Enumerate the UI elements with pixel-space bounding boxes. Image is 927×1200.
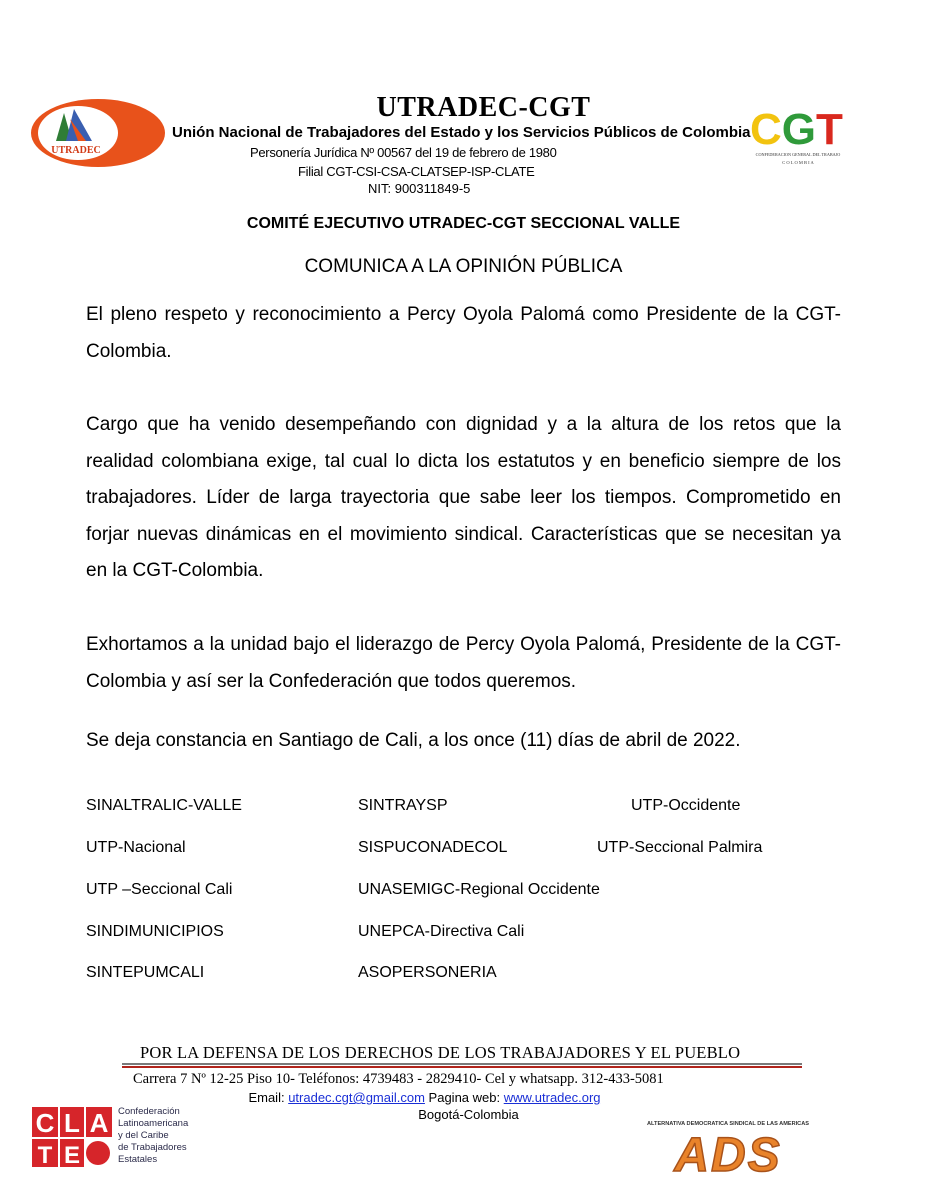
clate-line: Estatales bbox=[118, 1154, 158, 1165]
signatory: SINTRAYSP bbox=[358, 797, 448, 814]
signatory: SISPUCONADECOL bbox=[358, 839, 508, 856]
signatory: UTP –Seccional Cali bbox=[86, 881, 233, 898]
paragraph-4: Se deja constancia en Santiago de Cali, a los once (11) días de abril de 2022. bbox=[86, 730, 741, 751]
clate-line: de Trabajadores bbox=[118, 1142, 187, 1153]
cgt-logo-caption: CONFEDERACION GENERAL DEL TRABAJO bbox=[755, 152, 841, 157]
svg-text:CGT: CGT bbox=[750, 105, 843, 154]
footer-city: Bogotá-Colombia bbox=[418, 1107, 519, 1122]
signatory: SINTEPUMCALI bbox=[86, 964, 205, 981]
ads-caption: ALTERNATIVA DEMOCRATICA SINDICAL DE LAS AMERICAS bbox=[646, 1121, 810, 1127]
clate-line: Latinoamericana bbox=[118, 1118, 189, 1129]
signatory: UNEPCA-Directiva Cali bbox=[358, 923, 525, 940]
email-label: Email: bbox=[248, 1090, 289, 1105]
header-filial: Filial CGT-CSI-CSA-CLATSEP-ISP-CLATE bbox=[298, 164, 535, 179]
svg-text:T: T bbox=[37, 1142, 53, 1169]
header-title: UTRADEC-CGT bbox=[376, 92, 591, 123]
clate-line: y del Caribe bbox=[118, 1130, 169, 1141]
svg-text:ADS: ADS bbox=[674, 1129, 782, 1181]
signatory: SINDIMUNICIPIOS bbox=[86, 923, 224, 940]
footer-contact bbox=[0, 1090, 849, 1105]
paragraph-1: El pleno respeto y reconocimiento a Percy Oyola Palomá como Presidente de la CGT-Colombia. bbox=[86, 304, 841, 362]
signatory: SINALTRALIC-VALLE bbox=[86, 797, 242, 814]
header-personeria: Personería Jurídica Nº 00567 del 19 de febrero de 1980 bbox=[250, 145, 557, 160]
header-nit: NIT: 900311849-5 bbox=[368, 181, 471, 196]
cgt-logo-country: C O L O M B I A bbox=[782, 160, 814, 165]
footer-divider-accent bbox=[122, 1066, 802, 1068]
signatory: ASOPERSONERIA bbox=[358, 964, 497, 981]
svg-text:L: L bbox=[64, 1108, 80, 1138]
svg-text:C: C bbox=[35, 1108, 55, 1138]
website-link[interactable]: www.utradec.org bbox=[503, 1090, 601, 1105]
footer-slogan: POR LA DEFENSA DE LOS DERECHOS DE LOS TRABAJADORES Y EL PUEBLO bbox=[140, 1043, 741, 1062]
footer-divider bbox=[122, 1063, 802, 1065]
committee-heading: COMITÉ EJECUTIVO UTRADEC-CGT SECCIONAL VALLE bbox=[246, 215, 681, 232]
communique-heading: COMUNICA A LA OPINIÓN PÚBLICA bbox=[304, 256, 623, 277]
paragraph-3: Exhortamos a la unidad bajo el liderazgo de Percy Oyola Palomá, Presidente de la CGT-Colombia y así ser la Confederación que todos queremos. bbox=[86, 634, 841, 692]
clate-description bbox=[118, 1106, 188, 1166]
email-link[interactable]: utradec.cgt@gmail.com bbox=[288, 1090, 425, 1105]
web-label: Pagina web: bbox=[424, 1090, 504, 1105]
ads-logo bbox=[638, 1117, 818, 1181]
svg-text:A: A bbox=[89, 1108, 109, 1138]
signatory: UTP-Occidente bbox=[631, 797, 741, 814]
utradec-logo-text: UTRADEC bbox=[51, 145, 101, 156]
signatory: UNASEMIGC-Regional Occidente bbox=[358, 881, 600, 898]
header-subtitle: Unión Nacional de Trabajadores del Estado y los Servicios Públicos de Colombia bbox=[172, 124, 751, 141]
clate-logo bbox=[30, 1105, 114, 1169]
signatory: UTP-Seccional Palmira bbox=[597, 839, 763, 856]
cgt-logo bbox=[748, 100, 848, 170]
footer-address: Carrera 7 Nº 12-25 Piso 10- Teléfonos: 4739483 - 2829410- Cel y whatsapp. 312-433-5081 bbox=[133, 1071, 664, 1087]
signatory: UTP-Nacional bbox=[86, 839, 186, 856]
svg-text:E: E bbox=[63, 1142, 81, 1169]
paragraph-2: Cargo que ha venido desempeñando con dignidad y a la altura de los retos que la realidad colombiana exige, tal cual lo dicta los estatutos y en beneficio siempre de los trabajadores. Líder de larga trayectoria que sabe leer los tiempos. Comprometido en forjar nuevas dinámicas en el movimiento sindical. Características que se necesitan ya en la CGT-Colombia. bbox=[86, 414, 841, 581]
clate-line: Confederación bbox=[118, 1106, 180, 1117]
